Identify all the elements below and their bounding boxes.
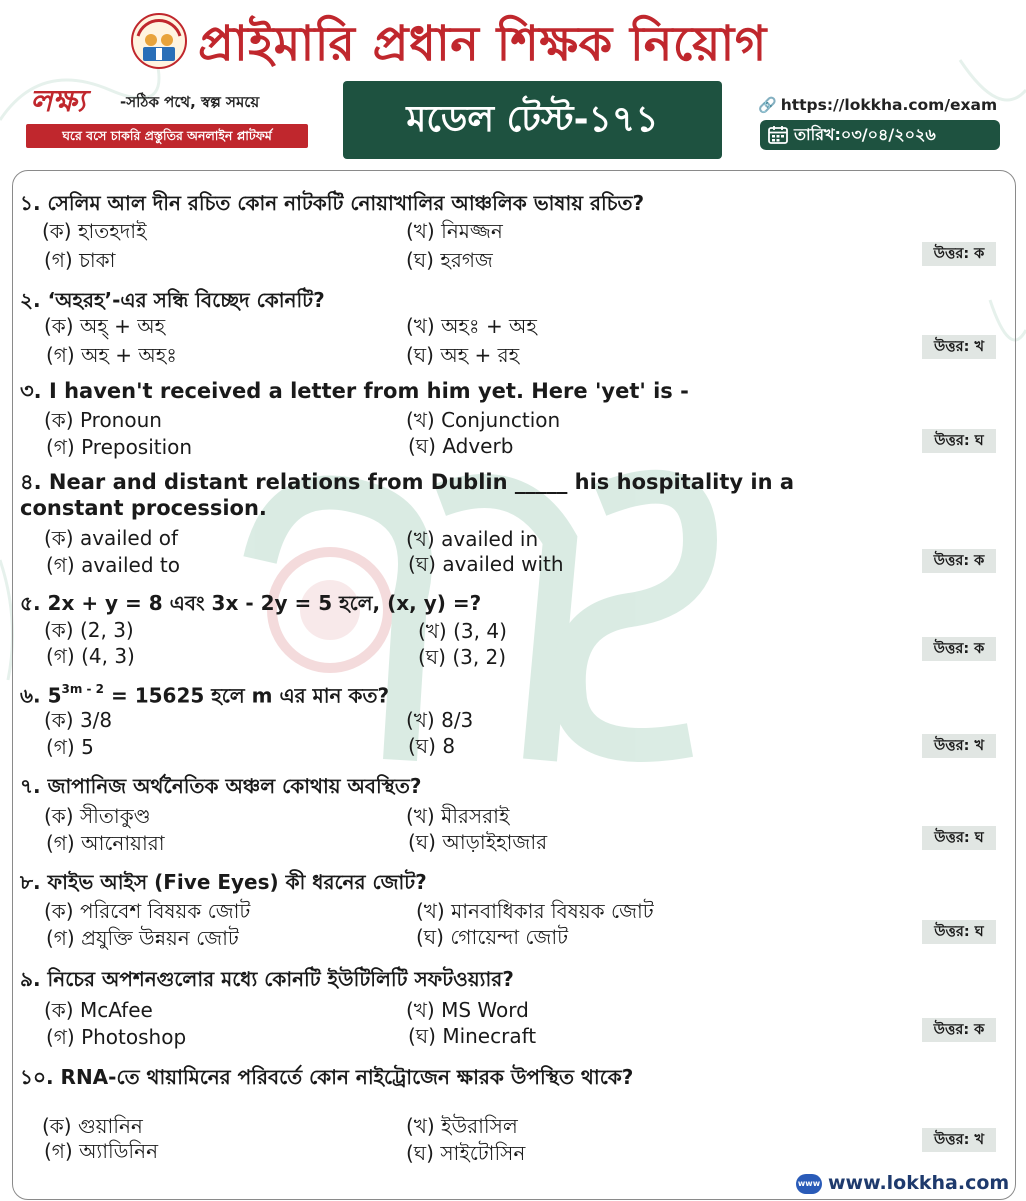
question-text: ১০. RNA-তে থায়ামিনের পরিবর্তে কোন নাইট্রোজেন ক্ষারক উপস্থিত থাকে? bbox=[20, 1065, 634, 1089]
footer-site-text[interactable]: www.lokkha.com bbox=[828, 1172, 1010, 1194]
option-gha[interactable]: (ঘ) অহ + রহ bbox=[406, 343, 520, 367]
brand-subtitle: ঘরে বসে চাকরি প্রস্তুতির অনলাইন প্লাটফর্ম bbox=[26, 124, 308, 148]
education-seal-icon bbox=[130, 12, 188, 70]
option-ga[interactable]: (গ) Photoshop bbox=[46, 1025, 187, 1049]
answer-badge: উত্তর: ঘ bbox=[922, 429, 996, 453]
option-ka[interactable]: (ক) McAfee bbox=[44, 998, 153, 1022]
question-text: ৫. 2x + y = 8 এবং 3x - 2y = 5 হলে, (x, y) =? bbox=[20, 591, 482, 615]
exam-url-text[interactable]: https://lokkha.com/exam bbox=[780, 96, 998, 114]
option-kha[interactable]: (খ) নিমজ্জন bbox=[406, 219, 503, 243]
option-ka[interactable]: (ক) অহ্ + অহ bbox=[44, 314, 166, 338]
question-text: ৮. ফাইভ আইস (Five Eyes) কী ধরনের জোট? bbox=[20, 870, 427, 894]
option-gha[interactable]: (ঘ) হরগজ bbox=[406, 248, 493, 272]
question-exponent: 3m - 2 bbox=[61, 682, 105, 696]
option-kha[interactable]: (খ) 8/3 bbox=[406, 708, 474, 732]
link-icon: 🔗 bbox=[758, 96, 777, 114]
question-text: ৪. Near and distant relations from Dublin _____ his hospitality in a constant procession. bbox=[20, 470, 795, 520]
calendar-icon bbox=[768, 126, 788, 144]
option-ka[interactable]: (ক) হাতহদাই bbox=[42, 219, 147, 243]
option-gha[interactable]: (ঘ) Adverb bbox=[408, 434, 514, 458]
answer-badge: উত্তর: ক bbox=[922, 549, 996, 573]
option-ka[interactable]: (ক) Pronoun bbox=[44, 408, 162, 432]
option-ga[interactable]: (গ) 5 bbox=[46, 735, 94, 759]
answer-badge: উত্তর: খ bbox=[922, 1128, 996, 1152]
question-text: ৯. নিচের অপশনগুলোর মধ্যে কোনটি ইউটিলিটি সফটওয়্যার? bbox=[20, 967, 514, 991]
option-ka[interactable]: (ক) সীতাকুণ্ড bbox=[44, 804, 151, 828]
option-gha[interactable]: (ঘ) আড়াইহাজার bbox=[408, 830, 548, 854]
answer-badge: উত্তর: ক bbox=[922, 637, 996, 661]
answer-badge: উত্তর: ক bbox=[922, 242, 996, 266]
option-ga[interactable]: (গ) আনোয়ারা bbox=[46, 831, 165, 855]
page-title: প্রাইমারি প্রধান শিক্ষক নিয়োগ bbox=[198, 16, 767, 72]
question-text-base: ৬. 5 bbox=[20, 683, 62, 708]
model-test-label: মডেল টেস্ট-১৭১ bbox=[343, 81, 722, 159]
option-kha[interactable]: (খ) মীরসরাই bbox=[406, 804, 510, 828]
option-gha[interactable]: (ঘ) Minecraft bbox=[408, 1024, 537, 1048]
answer-badge: উত্তর: খ bbox=[922, 335, 996, 359]
question-text: ২. ‘অহরহ’-এর সন্ধি বিচ্ছেদ কোনটি? bbox=[20, 288, 325, 312]
answer-badge: উত্তর: খ bbox=[922, 734, 996, 758]
brand-block bbox=[26, 84, 308, 152]
option-kha[interactable]: (খ) (3, 4) bbox=[418, 619, 507, 643]
option-ka[interactable]: (ক) পরিবেশ বিষয়ক জোট bbox=[44, 899, 251, 923]
option-kha[interactable]: (খ) ইউরাসিল bbox=[406, 1114, 518, 1138]
option-ga[interactable]: (গ) প্রযুক্তি উন্নয়ন জোট bbox=[46, 926, 239, 950]
exam-url[interactable] bbox=[758, 94, 1008, 116]
option-gha[interactable]: (ঘ) গোয়েন্দা জোট bbox=[416, 925, 569, 949]
question-text: ৩. I haven't received a letter from him yet. Here 'yet' is - bbox=[20, 379, 689, 403]
question-text-rest: = 15625 হলে m এর মান কত? bbox=[104, 683, 390, 708]
option-ga[interactable]: (গ) (4, 3) bbox=[46, 644, 135, 668]
answer-badge: উত্তর: ঘ bbox=[922, 920, 996, 944]
option-ga[interactable]: (গ) Preposition bbox=[46, 435, 193, 459]
answer-badge: উত্তর: ঘ bbox=[922, 826, 996, 850]
option-ka[interactable]: (ক) গুয়ানিন bbox=[42, 1114, 143, 1138]
answer-badge: উত্তর: ক bbox=[922, 1018, 996, 1042]
question-text: ৭. জাপানিজ অর্থনৈতিক অঞ্চল কোথায় অবস্থিত? bbox=[20, 774, 422, 798]
option-ka[interactable]: (ক) availed of bbox=[44, 526, 179, 550]
option-gha[interactable]: (ঘ) availed with bbox=[408, 552, 564, 576]
option-gha[interactable]: (ঘ) (3, 2) bbox=[418, 645, 507, 669]
option-ga[interactable]: (গ) অ্যাডিনিন bbox=[44, 1139, 159, 1163]
option-ga[interactable]: (গ) availed to bbox=[46, 553, 180, 577]
question-text: ১. সেলিম আল দীন রচিত কোন নাটকটি নোয়াখালির আঞ্চলিক ভাষায় রচিত? bbox=[20, 191, 645, 215]
globe-icon: www bbox=[796, 1174, 822, 1194]
option-kha[interactable]: (খ) Conjunction bbox=[406, 408, 561, 432]
footer-site[interactable] bbox=[796, 1170, 1010, 1196]
option-kha[interactable]: (খ) অহঃ + অহ bbox=[406, 314, 537, 338]
option-gha[interactable]: (ঘ) সাইটোসিন bbox=[406, 1141, 526, 1165]
option-ga[interactable]: (গ) চাকা bbox=[44, 248, 116, 272]
option-ka[interactable]: (ক) 3/8 bbox=[44, 708, 113, 732]
option-ga[interactable]: (গ) অহ + অহঃ bbox=[46, 343, 177, 367]
brand-logo: লক্ষ্য bbox=[30, 84, 86, 119]
date-text: তারিখ:০৩/০৪/২০২৬ bbox=[794, 125, 936, 144]
option-kha[interactable]: (খ) MS Word bbox=[406, 998, 529, 1022]
date-badge bbox=[760, 120, 1000, 150]
question-text bbox=[20, 678, 820, 709]
option-kha[interactable]: (খ) মানবাধিকার বিষয়ক জোট bbox=[416, 899, 654, 923]
brand-tagline: -সঠিক পথে, স্বল্প সময়ে bbox=[120, 93, 260, 111]
header bbox=[0, 0, 1026, 170]
option-ka[interactable]: (ক) (2, 3) bbox=[44, 618, 134, 642]
option-kha[interactable]: (খ) availed in bbox=[406, 527, 539, 551]
option-gha[interactable]: (ঘ) 8 bbox=[408, 734, 456, 758]
